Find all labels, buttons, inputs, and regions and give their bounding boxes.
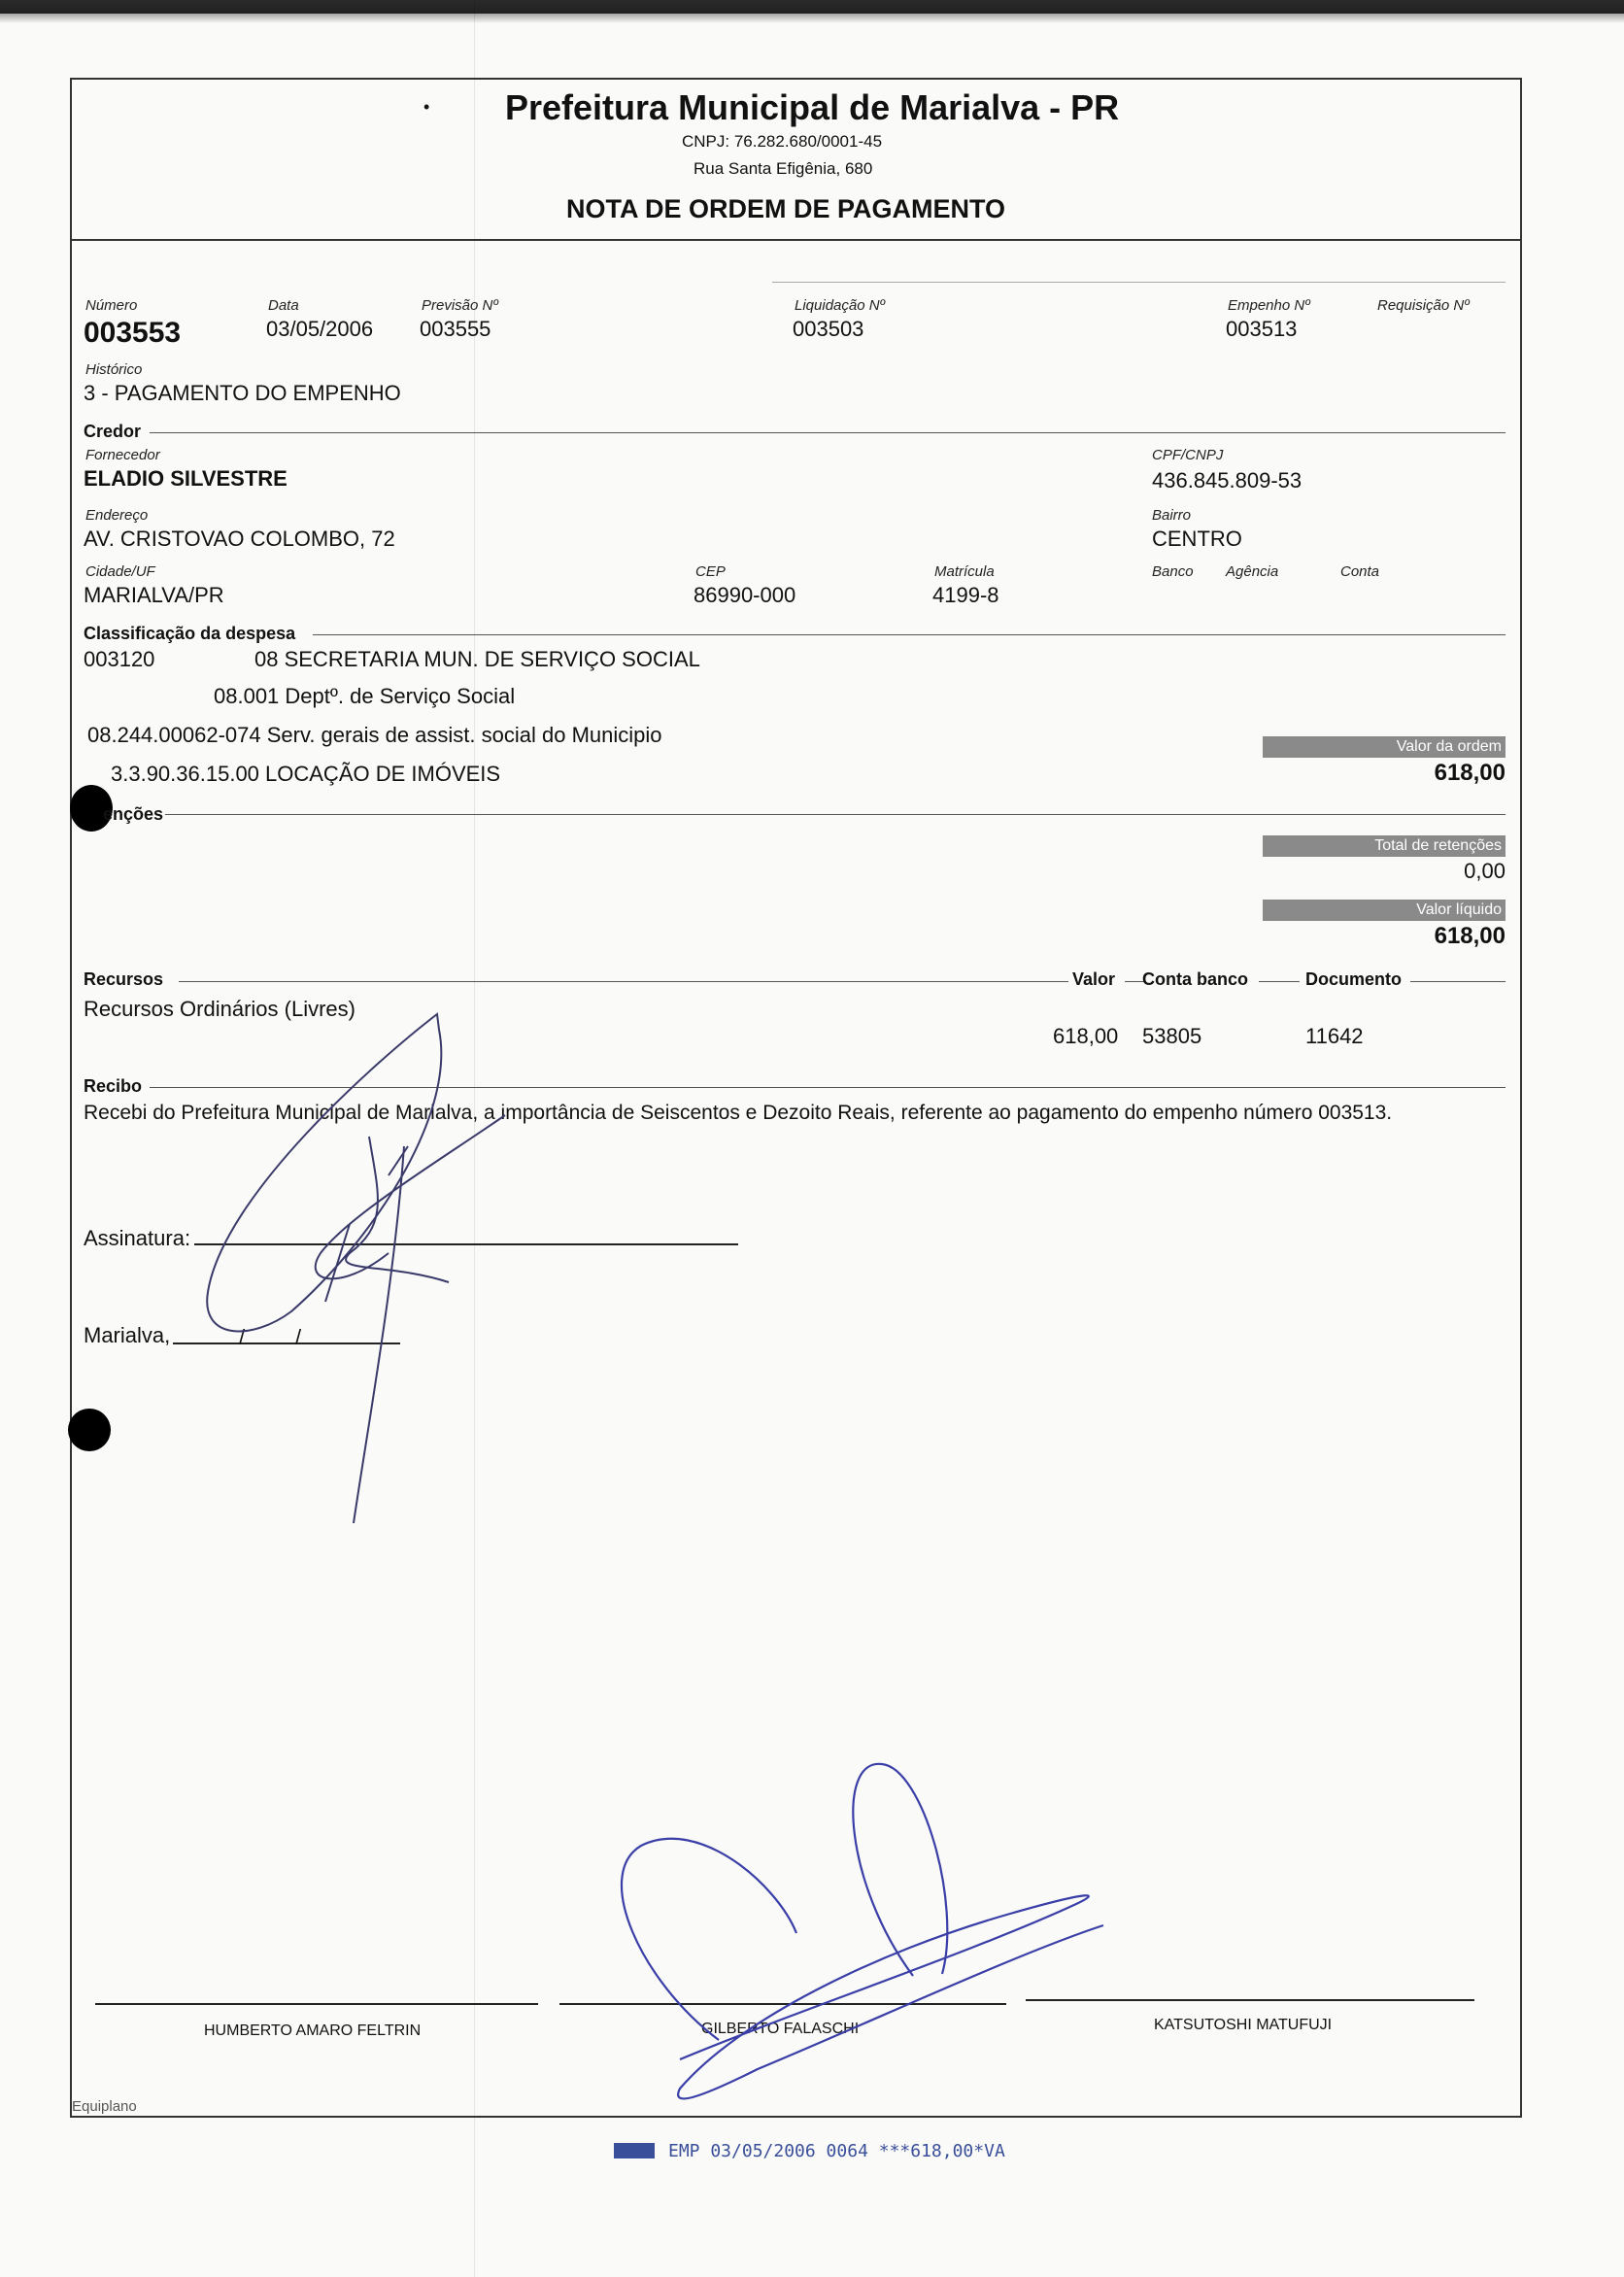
classificacao-line3: 08.244.00062-074 Serv. gerais de assist. social do Municipio — [87, 723, 662, 747]
liquidacao-value: 003503 — [793, 317, 864, 341]
org-address: Rua Santa Efigênia, 680 — [694, 159, 873, 178]
credor-section: Credor — [84, 422, 142, 441]
classificacao-line2: 08.001 Deptº. de Serviço Social — [214, 684, 516, 708]
recursos-conta-label: Conta banco — [1142, 969, 1249, 989]
cidade-value: MARIALVA/PR — [84, 583, 224, 607]
local-label: Marialva, — [84, 1323, 171, 1347]
endereco-label: Endereço — [85, 507, 149, 524]
previsao-label: Previsão Nº — [422, 297, 498, 314]
bullet-mark: • — [423, 97, 430, 117]
recursos-conta: 53805 — [1142, 1024, 1202, 1048]
classificacao-code: 003120 — [84, 647, 155, 671]
previsao-value: 003555 — [420, 317, 491, 341]
numero-value: 003553 — [84, 317, 182, 349]
numero-label: Número — [85, 297, 138, 314]
cidade-label: Cidade/UF — [85, 563, 155, 580]
banco-label: Banco — [1152, 563, 1194, 580]
fornecedor-label: Fornecedor — [85, 447, 160, 463]
bairro-label: Bairro — [1152, 507, 1192, 524]
valor-ordem-label: Valor da ordem — [1263, 736, 1506, 758]
recursos-valor: 618,00 — [1053, 1024, 1119, 1048]
date-sep-1: / — [239, 1325, 246, 1349]
data-label: Data — [268, 297, 299, 314]
org-title: Prefeitura Municipal de Marialva - PR — [505, 87, 1120, 127]
liquidacao-label: Liquidação Nº — [795, 297, 886, 314]
software-footer: Equiplano — [72, 2098, 137, 2115]
recibo-section: Recibo — [84, 1076, 143, 1096]
matricula-label: Matrícula — [934, 563, 995, 580]
org-cnpj: CNPJ: 76.282.680/0001-45 — [682, 132, 883, 151]
cpf-value: 436.845.809-53 — [1152, 468, 1303, 493]
conta-label: Conta — [1340, 563, 1380, 580]
classificacao-line1: 08 SECRETARIA MUN. DE SERVIÇO SOCIAL — [254, 647, 700, 671]
valor-liquido-value: 618,00 — [1434, 923, 1506, 949]
requisicao-label: Requisição Nº — [1377, 297, 1470, 314]
recursos-valor-label: Valor — [1072, 969, 1116, 989]
historico-value: 3 - PAGAMENTO DO EMPENHO — [84, 381, 401, 405]
cpf-label: CPF/CNPJ — [1152, 447, 1224, 463]
cep-value: 86990-000 — [694, 583, 796, 607]
retencoes-section: enções — [103, 804, 164, 824]
recursos-item: Recursos Ordinários (Livres) — [84, 997, 355, 1021]
recibo-text: Recebi do Prefeitura Municipal de Marialva, a importância de Seiscentos e Dezoito Reais, referente ao pagamento do empenho número 003513. — [84, 1102, 1393, 1124]
date-sep-2: / — [295, 1325, 302, 1349]
agencia-label: Agência — [1226, 563, 1279, 580]
cep-label: CEP — [695, 563, 726, 580]
recursos-section: Recursos — [84, 969, 164, 989]
recursos-documento: 11642 — [1305, 1024, 1364, 1048]
matricula-value: 4199-8 — [932, 583, 999, 607]
total-retencoes-value: 0,00 — [1464, 859, 1506, 883]
endereco-value: AV. CRISTOVAO COLOMBO, 72 — [84, 527, 395, 551]
classificacao-line4: 3.3.90.36.15.00 LOCAÇÃO DE IMÓVEIS — [111, 762, 501, 786]
signatory-3: KATSUTOSHI MATUFUJI — [1154, 2017, 1333, 2033]
recursos-documento-label: Documento — [1305, 969, 1402, 989]
signatory-1: HUMBERTO AMARO FELTRIN — [204, 2022, 422, 2039]
fornecedor-value: ELADIO SILVESTRE — [84, 466, 288, 491]
signatory-2: GILBERTO FALASCHI — [701, 2021, 860, 2037]
assinatura-label: Assinatura: — [84, 1226, 191, 1250]
total-retencoes-label: Total de retenções — [1263, 835, 1506, 857]
empenho-value: 003513 — [1226, 317, 1298, 341]
empenho-label: Empenho Nº — [1228, 297, 1310, 314]
classificacao-section: Classificação da despesa — [84, 624, 296, 643]
bank-stamp: EMP 03/05/2006 0064 ***618,00*VA — [668, 2141, 1005, 2161]
data-value: 03/05/2006 — [266, 317, 374, 341]
historico-label: Histórico — [85, 361, 143, 378]
bairro-value: CENTRO — [1152, 527, 1242, 551]
valor-ordem-value: 618,00 — [1434, 760, 1506, 786]
document-title: NOTA DE ORDEM DE PAGAMENTO — [566, 194, 1006, 223]
valor-liquido-label: Valor líquido — [1263, 900, 1506, 921]
